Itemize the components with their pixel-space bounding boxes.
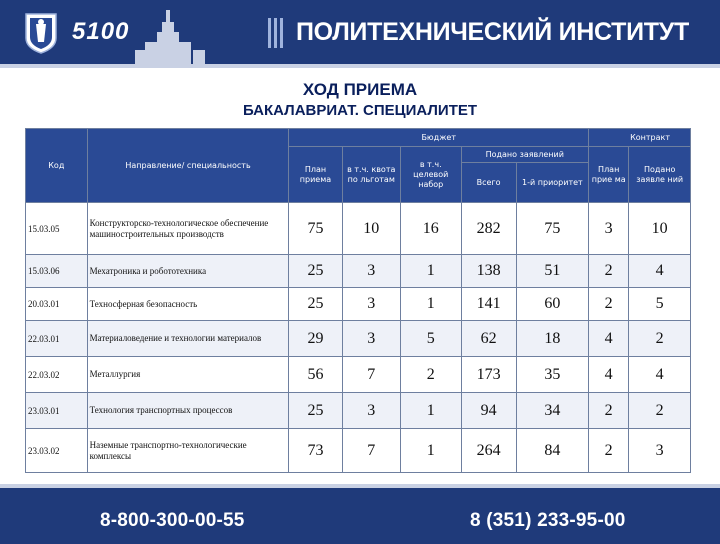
row-code: 23.03.02	[26, 429, 88, 473]
header-applied: Подано заявлений	[461, 147, 588, 163]
row-contract-plan: 2	[589, 288, 629, 321]
row-total: 282	[461, 203, 516, 255]
table-row	[26, 321, 691, 357]
header-target: в т.ч. целевой набор	[400, 147, 461, 203]
table-row	[26, 255, 691, 288]
admission-table	[25, 128, 691, 473]
row-priority: 35	[516, 357, 588, 393]
table-row	[26, 288, 691, 321]
row-name: Материаловедение и технологии материалов	[87, 321, 289, 357]
brand-stripes-icon	[268, 18, 288, 48]
row-target: 1	[400, 288, 461, 321]
row-code: 22.03.01	[26, 321, 88, 357]
row-target: 1	[400, 255, 461, 288]
institute-name: ПОЛИТЕХНИЧЕСКИЙ ИНСТИТУТ	[296, 18, 689, 46]
row-contract-applied: 4	[629, 357, 691, 393]
row-name: Технология транспортных процессов	[87, 393, 289, 429]
row-total: 138	[461, 255, 516, 288]
row-contract-applied: 2	[629, 393, 691, 429]
row-code: 15.03.05	[26, 203, 88, 255]
row-priority: 84	[516, 429, 588, 473]
row-code: 20.03.01	[26, 288, 88, 321]
row-name: Наземные транспортно-технологические комплексы	[87, 429, 289, 473]
row-target: 5	[400, 321, 461, 357]
row-contract-applied: 3	[629, 429, 691, 473]
table-row	[26, 203, 691, 255]
row-code: 23.03.01	[26, 393, 88, 429]
office-phone: 8 (351) 233-95-00	[470, 510, 626, 531]
row-target: 1	[400, 429, 461, 473]
row-priority: 34	[516, 393, 588, 429]
row-contract-plan: 2	[589, 429, 629, 473]
header-plan: План приема	[289, 147, 342, 203]
row-contract-applied: 4	[629, 255, 691, 288]
page-title: ХОД ПРИЕМА	[302, 80, 418, 99]
row-target: 16	[400, 203, 461, 255]
table-row	[26, 357, 691, 393]
row-name: Мехатроника и робототехника	[87, 255, 289, 288]
header-budget: Бюджет	[289, 129, 589, 147]
row-plan: 56	[289, 357, 342, 393]
row-contract-plan: 4	[589, 357, 629, 393]
footer-bar	[0, 484, 720, 544]
row-priority: 51	[516, 255, 588, 288]
header-contract-plan: План прие ма	[589, 147, 629, 203]
row-plan: 25	[289, 393, 342, 429]
page-subtitle: БАКАЛАВРИАТ. СПЕЦИАЛИТЕТ	[242, 102, 478, 119]
row-contract-applied: 2	[629, 321, 691, 357]
hotline-phone: 8-800-300-00-55	[100, 510, 245, 531]
row-quota: 7	[342, 429, 400, 473]
header-contract: Контракт	[589, 129, 691, 147]
header-quota: в т.ч. квота по льготам	[342, 147, 400, 203]
row-plan: 29	[289, 321, 342, 357]
row-contract-applied: 10	[629, 203, 691, 255]
row-contract-plan: 2	[589, 255, 629, 288]
row-quota: 3	[342, 255, 400, 288]
header-divider	[0, 64, 720, 68]
row-name: Техносферная безопасность	[87, 288, 289, 321]
row-total: 94	[461, 393, 516, 429]
header-contract-applied: Подано заявле ний	[629, 147, 691, 203]
row-contract-applied: 5	[629, 288, 691, 321]
row-total: 62	[461, 321, 516, 357]
table-row	[26, 393, 691, 429]
header-direction: Направление/ специальность	[87, 129, 289, 203]
row-code: 15.03.06	[26, 255, 88, 288]
header-code: Код	[26, 129, 88, 203]
university-emblem-icon	[22, 12, 60, 54]
row-quota: 3	[342, 321, 400, 357]
row-contract-plan: 4	[589, 321, 629, 357]
row-plan: 25	[289, 255, 342, 288]
row-priority: 60	[516, 288, 588, 321]
logo-5100: 5100	[72, 18, 130, 45]
row-code: 22.03.02	[26, 357, 88, 393]
row-name: Металлургия	[87, 357, 289, 393]
row-target: 2	[400, 357, 461, 393]
row-quota: 7	[342, 357, 400, 393]
row-plan: 75	[289, 203, 342, 255]
university-building-icon	[135, 8, 205, 64]
row-quota: 10	[342, 203, 400, 255]
header-priority: 1-й приоритет	[516, 163, 588, 203]
row-priority: 18	[516, 321, 588, 357]
row-quota: 3	[342, 393, 400, 429]
row-target: 1	[400, 393, 461, 429]
row-name: Конструкторско-технологическое обеспечение машиностроительных производств	[87, 203, 289, 255]
row-total: 264	[461, 429, 516, 473]
row-quota: 3	[342, 288, 400, 321]
row-priority: 75	[516, 203, 588, 255]
table-row	[26, 429, 691, 473]
row-contract-plan: 2	[589, 393, 629, 429]
row-total: 141	[461, 288, 516, 321]
row-total: 173	[461, 357, 516, 393]
row-contract-plan: 3	[589, 203, 629, 255]
header-total: Всего	[461, 163, 516, 203]
row-plan: 73	[289, 429, 342, 473]
header-bar	[0, 0, 720, 64]
row-plan: 25	[289, 288, 342, 321]
